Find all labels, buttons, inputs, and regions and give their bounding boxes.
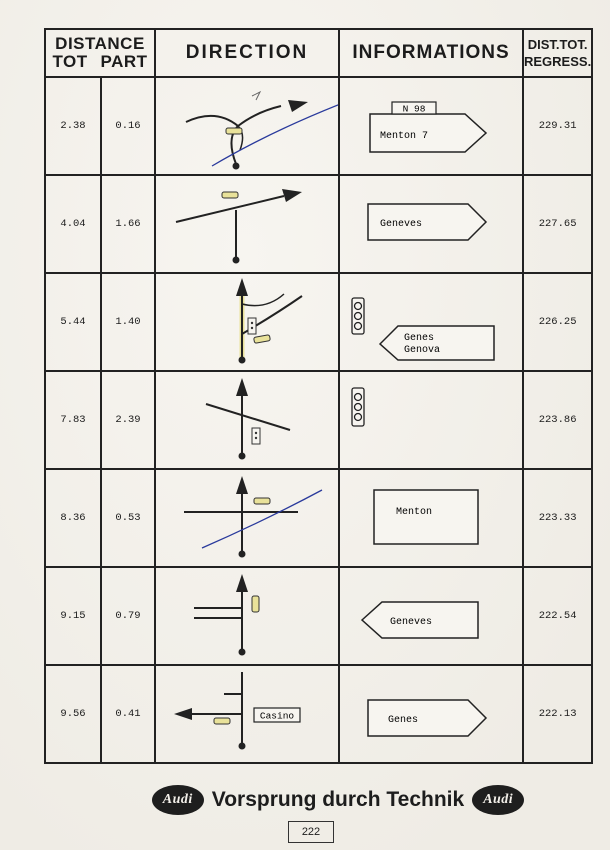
direction-sign-icon: [340, 568, 522, 664]
part-cell: 0.41: [101, 665, 155, 763]
table-row: [45, 77, 592, 175]
header-regress-label: REGRESS.: [524, 54, 592, 69]
table-row: [45, 567, 592, 665]
sign-text: Menton 7: [380, 131, 429, 142]
direction-cell: [155, 665, 339, 763]
sign-text: Genes: [388, 715, 419, 726]
informations-cell: [339, 273, 523, 371]
junction-diagram-icon: [156, 78, 338, 174]
roadbook-table: [44, 28, 593, 764]
header-dist-tot-label: DIST.TOT.: [527, 37, 588, 52]
informations-cell: [339, 371, 523, 469]
junction-diagram-icon: [156, 176, 338, 272]
direction-sign-icon: [340, 470, 522, 566]
part-cell: 0.53: [101, 469, 155, 567]
sign-text: Genova: [404, 345, 441, 356]
informations-cell: [339, 665, 523, 763]
sign-text: Casino: [259, 710, 295, 722]
regress-cell: 222.54: [523, 567, 592, 665]
header-informations: INFORMATIONS: [339, 29, 523, 77]
direction-sign-icon: [340, 274, 522, 370]
table-row: [45, 469, 592, 567]
traffic-light-icon: [352, 298, 364, 334]
junction-diagram-icon: [156, 274, 338, 370]
tot-cell: 5.44: [45, 273, 101, 371]
tot-cell: 7.83: [45, 371, 101, 469]
sign-text: Genes: [404, 333, 435, 344]
table-row: [45, 273, 592, 371]
audi-logo-icon: Audi: [152, 785, 204, 815]
regress-cell: 226.25: [523, 273, 592, 371]
sign-text: Menton: [396, 507, 433, 518]
junction-diagram-icon: [156, 372, 338, 468]
header-direction: DIRECTION: [155, 29, 339, 77]
informations-cell: [339, 77, 523, 175]
part-cell: 1.66: [101, 175, 155, 273]
regress-cell: 227.65: [523, 175, 592, 273]
footer-banner: [118, 780, 558, 820]
informations-cell: [339, 175, 523, 273]
direction-cell: [155, 77, 339, 175]
slogan: Vorsprung durch Technik: [211, 788, 465, 811]
sign-text: N 98: [402, 103, 426, 115]
tot-cell: 9.56: [45, 665, 101, 763]
tot-cell: 9.15: [45, 567, 101, 665]
direction-sign-icon: [340, 176, 522, 272]
tot-cell: 4.04: [45, 175, 101, 273]
direction-sign-icon: [340, 78, 522, 174]
regress-cell: 223.86: [523, 371, 592, 469]
junction-diagram-icon: [156, 666, 338, 762]
part-cell: 1.40: [101, 273, 155, 371]
header-distance-label: DISTANCE: [55, 34, 145, 53]
table-row: [45, 371, 592, 469]
header-row: [45, 29, 592, 77]
traffic-light-icon: [340, 372, 522, 468]
table-row: [45, 665, 592, 763]
direction-cell: [155, 469, 339, 567]
informations-cell: [339, 567, 523, 665]
part-cell: 0.79: [101, 567, 155, 665]
tot-cell: 8.36: [45, 469, 101, 567]
direction-cell: [155, 567, 339, 665]
sign-text: Geneves: [380, 219, 423, 230]
table-row: [45, 175, 592, 273]
informations-cell: [339, 469, 523, 567]
regress-cell: 229.31: [523, 77, 592, 175]
header-part-label: PART: [100, 52, 148, 71]
sign-text: Geneves: [390, 617, 433, 628]
tot-cell: 2.38: [45, 77, 101, 175]
header-dist-tot-regress: [523, 29, 592, 77]
regress-cell: 222.13: [523, 665, 592, 763]
direction-cell: [155, 371, 339, 469]
header-distance: [45, 29, 155, 77]
junction-diagram-icon: [156, 568, 338, 664]
header-tot-label: TOT: [52, 52, 88, 71]
direction-sign-icon: [340, 666, 522, 762]
part-cell: 0.16: [101, 77, 155, 175]
direction-cell: [155, 273, 339, 371]
audi-logo-icon: Audi: [472, 785, 524, 815]
regress-cell: 223.33: [523, 469, 592, 567]
direction-cell: [155, 175, 339, 273]
page-number: 222: [288, 821, 334, 843]
junction-diagram-icon: [156, 470, 338, 566]
part-cell: 2.39: [101, 371, 155, 469]
